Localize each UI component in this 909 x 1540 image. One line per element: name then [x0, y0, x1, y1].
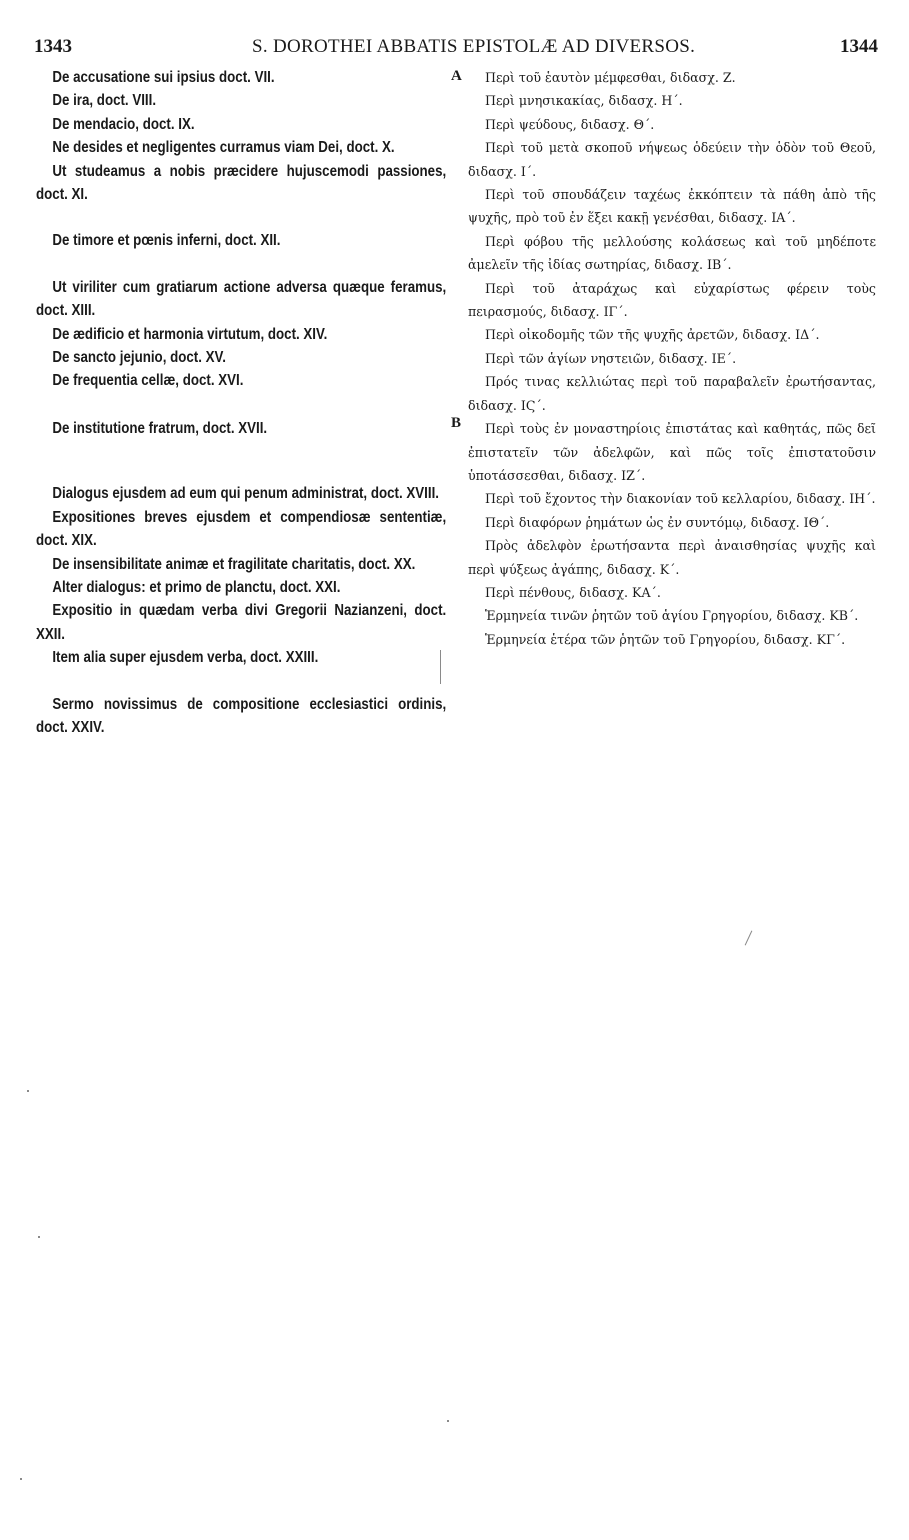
greek-column [468, 66, 876, 651]
greek-entry: Ἑρμηνεία τινῶν ῥητῶν τοῦ ἁγίου Γρηγορίου, διδασχ. ΚΒ΄. [485, 608, 859, 624]
scan-speck [20, 1478, 22, 1480]
latin-entry: Expositio in quædam verba divi Gregorii Nazianzeni, doct. XXII. [36, 602, 447, 643]
latin-entry: De mendacio, doct. IX. [52, 115, 195, 133]
greek-entry: Περὶ διαφόρων ῥημάτων ὡς ἐν συντόμῳ, διδασχ. ΙΘ΄. [485, 514, 830, 530]
greek-entry: Περὶ ψεύδους, διδασχ. Θ΄. [485, 116, 655, 132]
running-header [34, 36, 878, 60]
latin-entry: De ira, doct. VIII. [52, 92, 157, 110]
greek-entry: Περὶ τοὺς ἐν μοναστηρίοις ἐπιστάτας καὶ καθητάς, πῶς δεῖ ἐπιστατεῖν τῶν ἀδελφῶν, καὶ πῶς τοῖς ἐπιστατοῦσιν ὑποτάσσεσθαι, διδασχ. ΙΖ΄. [468, 421, 876, 483]
greek-entry: Περὶ τῶν ἁγίων νηστειῶν, διδασχ. ΙΕ΄. [485, 350, 737, 366]
scan-speck [27, 1090, 29, 1092]
greek-entry: Περὶ πένθους, διδασχ. ΚΑ΄. [485, 584, 661, 600]
greek-entry: Περὶ τοῦ ἀταράχως καὶ εὐχαρίστως φέρειν τοὺς πειρασμούς, διδασχ. ΙΓ΄. [468, 280, 876, 320]
latin-entry: De institutione fratrum, doct. XVII. [52, 419, 268, 437]
latin-entry: De frequentia cellæ, doct. XVI. [52, 372, 244, 390]
greek-entry: Περὶ τοῦ ἔχοντος τὴν διακονίαν τοῦ κελλαρίου, διδασχ. ΙΗ΄. [485, 491, 876, 507]
latin-entry: Ut studeamus a nobis præcidere hujuscemodi passiones, doct. XI. [36, 162, 447, 204]
page-number-left: 1343 [34, 36, 72, 57]
scan-speck [745, 931, 753, 946]
greek-entry: Περὶ τοῦ σπουδάζειν ταχέως ἐκκόπτειν τὰ πάθη ἀπὸ τῆς ψυχῆς, πρὸ τοῦ ἐν ἕξει κακῇ γενέσθαι, διδασχ. ΙΑ΄. [468, 187, 876, 226]
latin-column [36, 66, 447, 739]
latin-entry: Sermo novissimus de compositione ecclesiastici ordinis, doct. XXIV. [36, 695, 447, 736]
latin-entry: De ædificio et harmonia virtutum, doct. XIV. [52, 325, 328, 343]
latin-entry: Expositiones breves ejusdem et compendiosæ sententiæ, doct. XIX. [36, 508, 447, 550]
greek-entry: Πρὸς ἀδελφὸν ἐρωτήσαντα περὶ ἀναισθησίας ψυχῆς καὶ περὶ ψύξεως ἀγάπης, διδασχ. Κ΄. [468, 538, 876, 577]
latin-entry: Dialogus ejusdem ad eum qui penum administrat, doct. XVIII. [52, 485, 439, 503]
latin-entry: De insensibilitate animæ et fragilitate charitatis, doct. XX. [52, 555, 416, 573]
scan-speck [440, 650, 441, 684]
spacer [36, 440, 389, 482]
greek-entry: Πρός τινας κελλιώτας περὶ τοῦ παραβαλεῖν ἐρωτήσαντας, διδασχ. ΙϚ΄. [468, 374, 876, 413]
spacer [36, 670, 389, 693]
spacer [36, 393, 389, 417]
greek-entry: Περὶ φόβου τῆς μελλούσης κολάσεως καὶ τοῦ μηδέποτε ἀμελεῖν τῆς ἰδίας σωτηρίας, διδασχ. ΙΒ΄. [468, 233, 876, 273]
greek-entry: Περὶ μνησικακίας, διδασχ. Η΄. [485, 93, 683, 109]
latin-entry: Ne desides et negligentes curramus viam Dei, doct. X. [52, 139, 395, 157]
scan-speck [447, 1420, 449, 1422]
spacer [36, 206, 389, 229]
latin-entry: Ut viriliter cum gratiarum actione adversa quæque feramus, doct. XIII. [36, 278, 447, 320]
latin-entry: Item alia super ejusdem verba, doct. XXIII. [52, 649, 319, 667]
greek-entry: Περὶ τοῦ μετὰ σκοποῦ νήψεως ὁδεύειν τὴν ὁδὸν τοῦ Θεοῦ, διδασχ. Ι΄. [468, 140, 876, 179]
running-title: S. DOROTHEI ABBATIS EPISTOLÆ AD DIVERSOS. [252, 36, 696, 57]
greek-entry: Περὶ οἰκοδομῆς τῶν τῆς ψυχῆς ἀρετῶν, διδασχ. ΙΔ΄. [485, 327, 820, 343]
latin-entry: De sancto jejunio, doct. XV. [52, 349, 226, 367]
latin-entry: De timore et pœnis inferni, doct. XII. [52, 232, 281, 250]
latin-entry: Alter dialogus: et primo de planctu, doct. XXI. [52, 578, 341, 596]
page-number-right: 1344 [840, 36, 878, 57]
latin-entry: De accusatione sui ipsius doct. VII. [52, 69, 275, 86]
greek-entry: Ἑρμηνεία ἑτέρα τῶν ῥητῶν τοῦ Γρηγορίου, διδασχ. ΚΓ΄. [485, 631, 846, 647]
greek-entry: Περὶ τοῦ ἑαυτὸν μέμφεσθαι, διδασχ. Ζ. [485, 70, 736, 85]
spacer [36, 253, 389, 276]
scan-speck [38, 1236, 40, 1238]
margin-marker-b: B [451, 415, 462, 431]
margin-marker-a: A [451, 68, 462, 84]
